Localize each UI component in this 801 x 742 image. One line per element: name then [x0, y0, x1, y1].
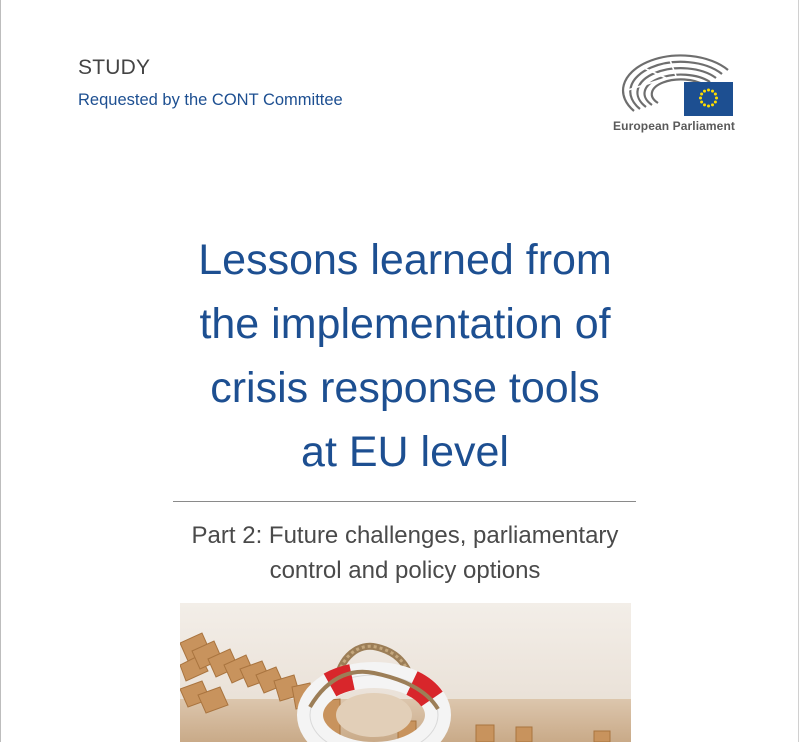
page-edge-left	[0, 0, 1, 742]
subtitle-line: Part 2: Future challenges, parliamentary	[191, 522, 619, 549]
title-line: crisis response tools	[210, 364, 600, 412]
title-line: the implementation of	[199, 300, 611, 348]
cover-photo	[180, 603, 631, 742]
title-divider	[173, 501, 636, 502]
title-line: at EU level	[301, 428, 509, 476]
domino-lifebuoy-illustration	[180, 603, 631, 742]
european-parliament-wordmark: European Parliament	[613, 119, 735, 133]
european-parliament-logo	[612, 52, 736, 138]
title-line: Lessons learned from	[198, 236, 612, 284]
requested-by-label: Requested by the CONT Committee	[78, 91, 343, 109]
page-edge-right	[798, 0, 799, 742]
document-type-label: STUDY	[78, 56, 151, 79]
study-subtitle	[150, 518, 660, 588]
study-title	[100, 228, 710, 484]
subtitle-line: control and policy options	[269, 557, 541, 584]
hemicycle-flag-icon	[614, 52, 734, 118]
